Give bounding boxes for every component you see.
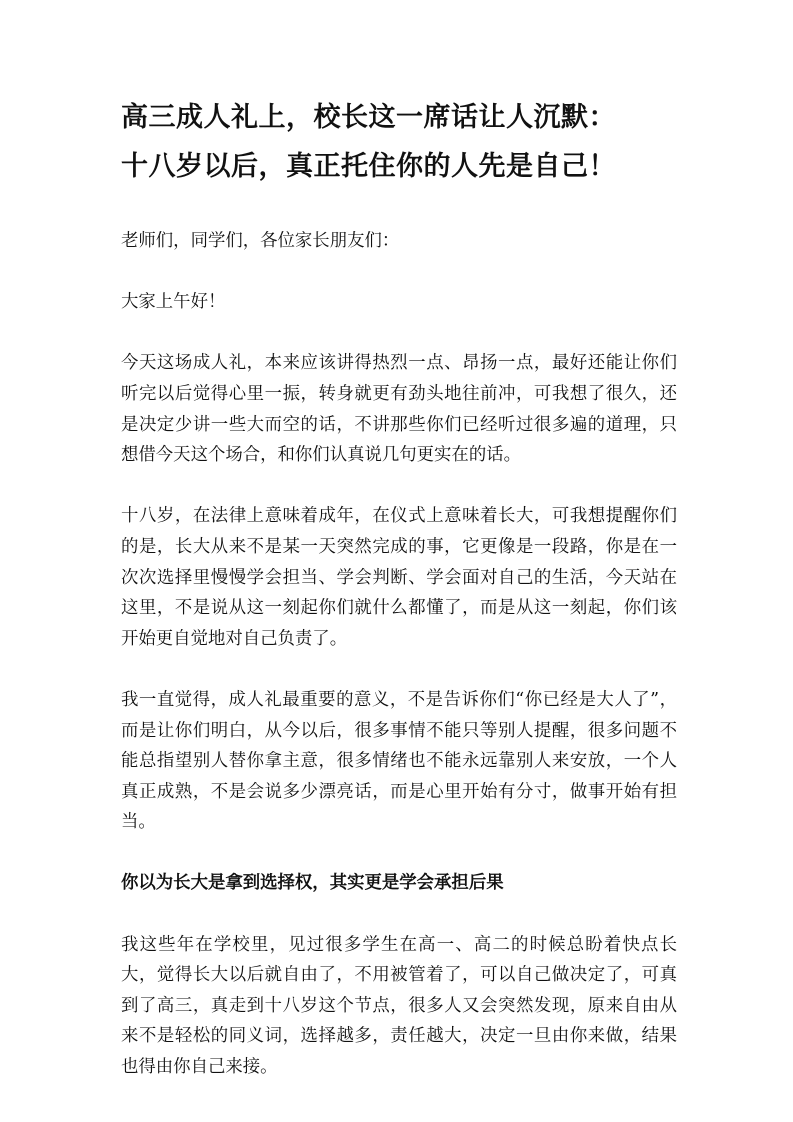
title-line: 高三成人礼上，校长这一席话让人沉默： — [121, 102, 616, 133]
paragraph: 我一直觉得，成人礼最重要的意义，不是告诉你们“你已经是大人了”，而是让你们明白，从今以后，很多事情不能只等别人提醒，很多问题不能总指望别人替你拿主意，很多情绪也不能永远靠别人来安放，一个人真正成熟，不是会说多少漂亮话，而是心里开始有分寸，做事开始有担当。 — [121, 689, 677, 833]
salutation: 老师们，同学们，各位家长朋友们： — [121, 231, 400, 251]
document-page — [121, 93, 677, 1113]
document-body — [121, 226, 677, 1083]
paragraph: 十八岁，在法律上意味着成年，在仪式上意味着长大，可我想提醒你们的是，长大从来不是某一天突然完成的事，它更像是一段路，你是在一次次选择里慢慢学会担当、学会判断、学会面对自己的生活，今天站在这里，不是说从这一刻起你们就什么都懂了，而是从这一刻起，你们该开始更自觉地对自己负责了。 — [121, 506, 677, 649]
paragraph: 我这些年在学校里，见过很多学生在高一、高二的时候总盼着快点长大，觉得长大以后就自由了，不用被管着了，可以自己做决定了，可真到了高三，真走到十八岁这个节点，很多人又会突然发现，原来自由从来不是轻松的同义词，选择越多，责任越大，决定一旦由你来做，结果也得由你自己来接。 — [121, 934, 677, 1078]
paragraph: 今天这场成人礼，本来应该讲得热烈一点、昂扬一点，最好还能让你们听完以后觉得心里一振，转身就更有劲头地往前冲，可我想了很久，还是决定少讲一些大而空的话，不讲那些你们已经听过很多遍的道理，只想借今天这个场合，和你们认真说几句更实在的话。 — [121, 353, 677, 466]
title-line: 十八岁以后，真正托住你的人先是自己！ — [121, 151, 616, 182]
document-title — [121, 93, 677, 191]
section-heading: 你以为长大是拿到选择权，其实更是学会承担后果 — [121, 873, 504, 894]
greeting: 大家上午好！ — [121, 292, 226, 313]
